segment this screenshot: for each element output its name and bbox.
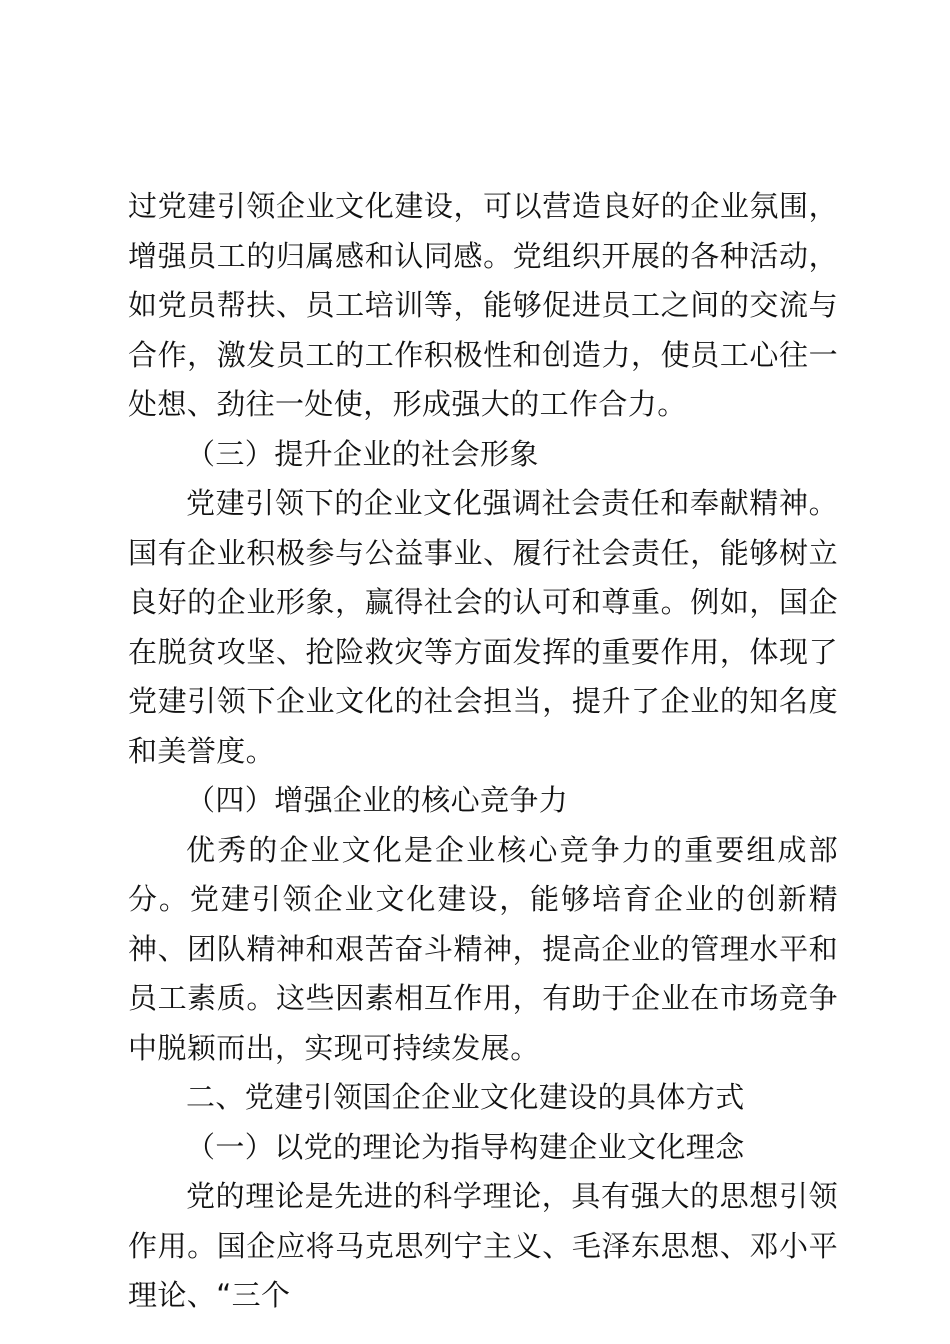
section-heading-2-1: （一）以党的理论为指导构建企业文化理念: [186, 1129, 745, 1164]
paragraph-social-image: 党建引领下的企业文化强调社会责任和奉献精神。国有企业积极参与公益事业、履行社会责任，能够树立良好的企业形象，赢得社会的认可和尊重。例如，国企在脱贫攻坚、抢险救灾等方面发挥的重要作用，体现了党建引领下企业文化的社会担当，提升了企业的知名度和美誉度。: [128, 486, 838, 768]
paragraph-party-theory: 党的理论是先进的科学理论，具有强大的思想引领作用。国企应将马克思列宁主义、毛泽东思想、邓小平理论、“三个: [128, 1179, 838, 1312]
paragraph-continued: 过党建引领企业文化建设，可以营造良好的企业氛围，增强员工的归属感和认同感。党组织开展的各种活动，如党员帮扶、员工培训等，能够促进员工之间的交流与合作，激发员工的工作积极性和创造力，使员工心往一处想、劲往一处使，形成强大的工作合力。: [128, 189, 838, 421]
document-body: [128, 182, 838, 1321]
chapter-heading-2: 二、党建引领国企企业文化建设的具体方式: [186, 1080, 745, 1114]
section-heading-4: （四）增强企业的核心竞争力: [186, 783, 569, 817]
section-heading-3: （三）提升企业的社会形象: [186, 436, 539, 471]
paragraph-core-competitiveness: 优秀的企业文化是企业核心竞争力的重要组成部分。党建引领企业文化建设，能够培育企业的创新精神、团队精神和艰苦奋斗精神，提高企业的管理水平和员工素质。这些因素相互作用，有助于企业在市场竞争中脱颖而出，实现可持续发展。: [128, 832, 838, 1065]
